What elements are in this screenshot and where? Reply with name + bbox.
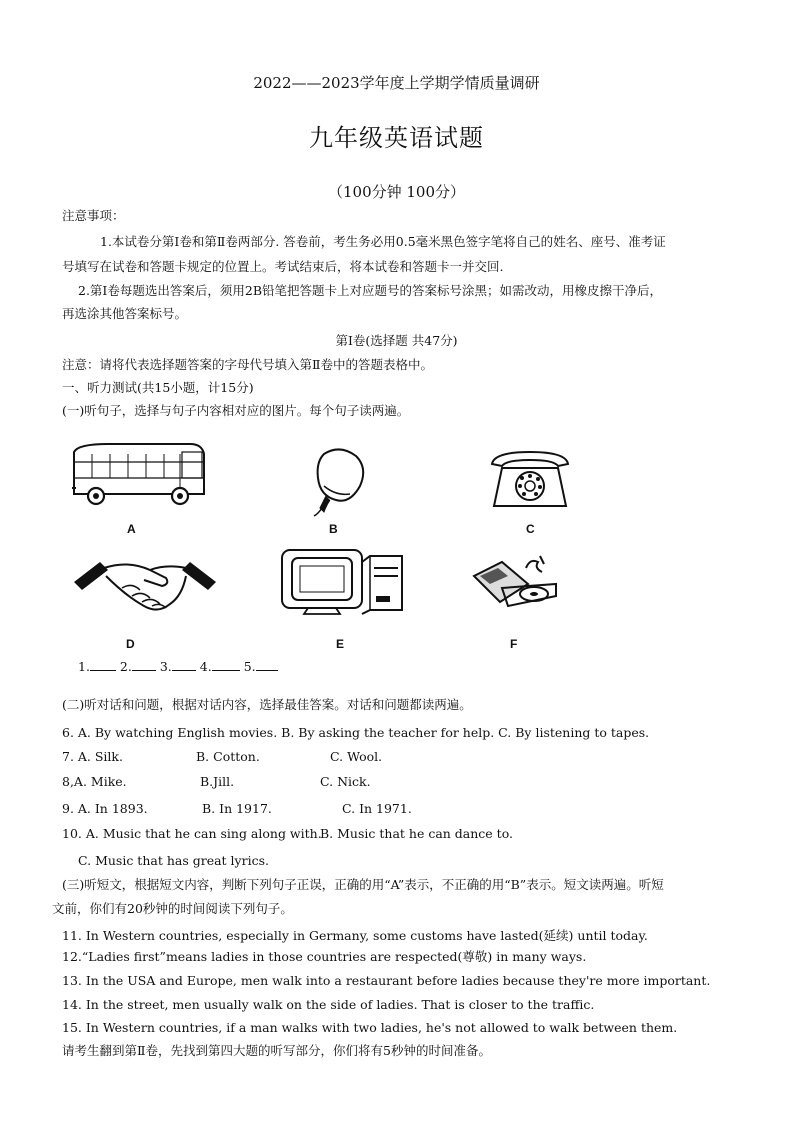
answer-blank-5[interactable] (256, 658, 278, 671)
question-9-b: B. In 1917. (202, 801, 272, 816)
statement-14: 14. In the street, men usually walk on the side of ladies. That is closer to the traffic. (62, 997, 595, 1012)
statement-11: 11. In Western countries, especially in Germany, some customs have lasted(延续) until today. (62, 928, 648, 943)
listening-part-title: 一、听力测试(共15小题，计15分) (62, 380, 254, 395)
listening-sub-3-instruction-line-1: (三)听短文，根据短文内容，判断下列句子正误，正确的用“A”表示，不正确的用“B”表示。短文读两遍。听短 (62, 877, 664, 892)
statement-15: 15. In Western countries, if a man walks with two ladies, he's not allowed to walk between them. (62, 1020, 678, 1035)
answer-blank-1[interactable] (90, 658, 116, 671)
question-7-b: B. Cotton. (196, 749, 260, 764)
statement-12: 12.“Ladies first”means ladies in those countries are respected(尊敬) in many ways. (62, 949, 587, 964)
cd-icon (468, 554, 562, 610)
listening-sub-2-instruction: (二)听对话和问题，根据对话内容，选择最佳答案。对话和问题都读两遍。 (62, 697, 472, 712)
question-10-b: B. Music that he can dance to. (320, 826, 513, 841)
answer-blank-2[interactable] (132, 658, 156, 671)
telephone-icon (488, 448, 572, 510)
listening-sub-3-instruction-line-2: 文前，你们有20秒钟的时间阅读下列句子。 (52, 901, 293, 916)
blank-3-number: 3. (159, 659, 172, 674)
question-10-a: 10. A. Music that he can sing along with. (62, 826, 322, 841)
statement-13: 13. In the USA and Europe, men walk into a restaurant before ladies because they're more important. (62, 973, 711, 988)
bus-icon (68, 440, 208, 510)
note-1-line-2: 号填写在试卷和答题卡规定的位置上。考试结束后，将本试卷和答题卡一并交回. (62, 259, 504, 274)
section-1-heading: 第Ⅰ卷(选择题 共47分) (335, 333, 458, 348)
question-10-c: C. Music that has great lyrics. (78, 853, 269, 868)
blank-1-number: 1. (78, 659, 90, 674)
note-2-line-2: 再选涂其他答案标号。 (62, 306, 188, 321)
notes-heading: 注意事项： (62, 208, 125, 223)
picture-label-e: E (336, 637, 345, 651)
answer-blank-3[interactable] (172, 658, 196, 671)
blank-2-number: 2. (119, 659, 132, 674)
question-8-a: 8,A. Mike. (62, 774, 127, 789)
question-7-c: C. Wool. (330, 749, 383, 764)
computer-icon (278, 546, 406, 616)
question-9-c: C. In 1971. (342, 801, 412, 816)
blank-4-number: 4. (199, 659, 212, 674)
question-8-b: B.Jill. (200, 774, 235, 789)
note-1-line-1: 1.本试卷分第Ⅰ卷和第Ⅱ卷两部分. 答卷前，考生务必用0.5毫米黑色签字笔将自己的姓名、座号、准考证 (100, 234, 666, 249)
note-2-line-1: 2.第Ⅰ卷每题选出答案后，须用2B铅笔把答题卡上对应题号的答案标号涂黑；如需改动，用橡皮擦干净后， (78, 283, 663, 298)
question-9-a: 9. A. In 1893. (62, 801, 148, 816)
picture-label-d: D (126, 637, 135, 651)
picture-label-c: C (526, 522, 535, 536)
computer-mouse-icon (310, 446, 370, 518)
closing-instruction: 请考生翻到第Ⅱ卷，先找到第四大题的听写部分，你们将有5秒钟的时间准备。 (62, 1043, 491, 1058)
listening-sub-1-instruction: (一)听句子，选择与句子内容相对应的图片。每个句子读两遍。 (62, 403, 410, 418)
exam-subject-title: 九年级英语试题 (309, 124, 484, 152)
picture-label-b: B (329, 522, 338, 536)
blank-5-number: 5. (243, 659, 256, 674)
picture-label-a: A (127, 522, 136, 536)
question-7-a: 7. A. Silk. (62, 749, 123, 764)
exam-time-score: （100分钟 100分） (327, 183, 466, 201)
handshake-icon (70, 556, 220, 618)
section-1-notice: 注意：请将代表选择题答案的字母代号填入第Ⅱ卷中的答题表格中。 (62, 357, 433, 372)
answer-blank-4[interactable] (212, 658, 240, 671)
question-8-c: C. Nick. (320, 774, 371, 789)
answer-blanks-row (78, 658, 278, 676)
exam-term-title: 2022——2023学年度上学期学情质量调研 (253, 74, 540, 92)
question-6: 6. A. By watching English movies. B. By asking the teacher for help. C. By listening to tapes. (62, 725, 650, 740)
picture-label-f: F (510, 637, 518, 651)
